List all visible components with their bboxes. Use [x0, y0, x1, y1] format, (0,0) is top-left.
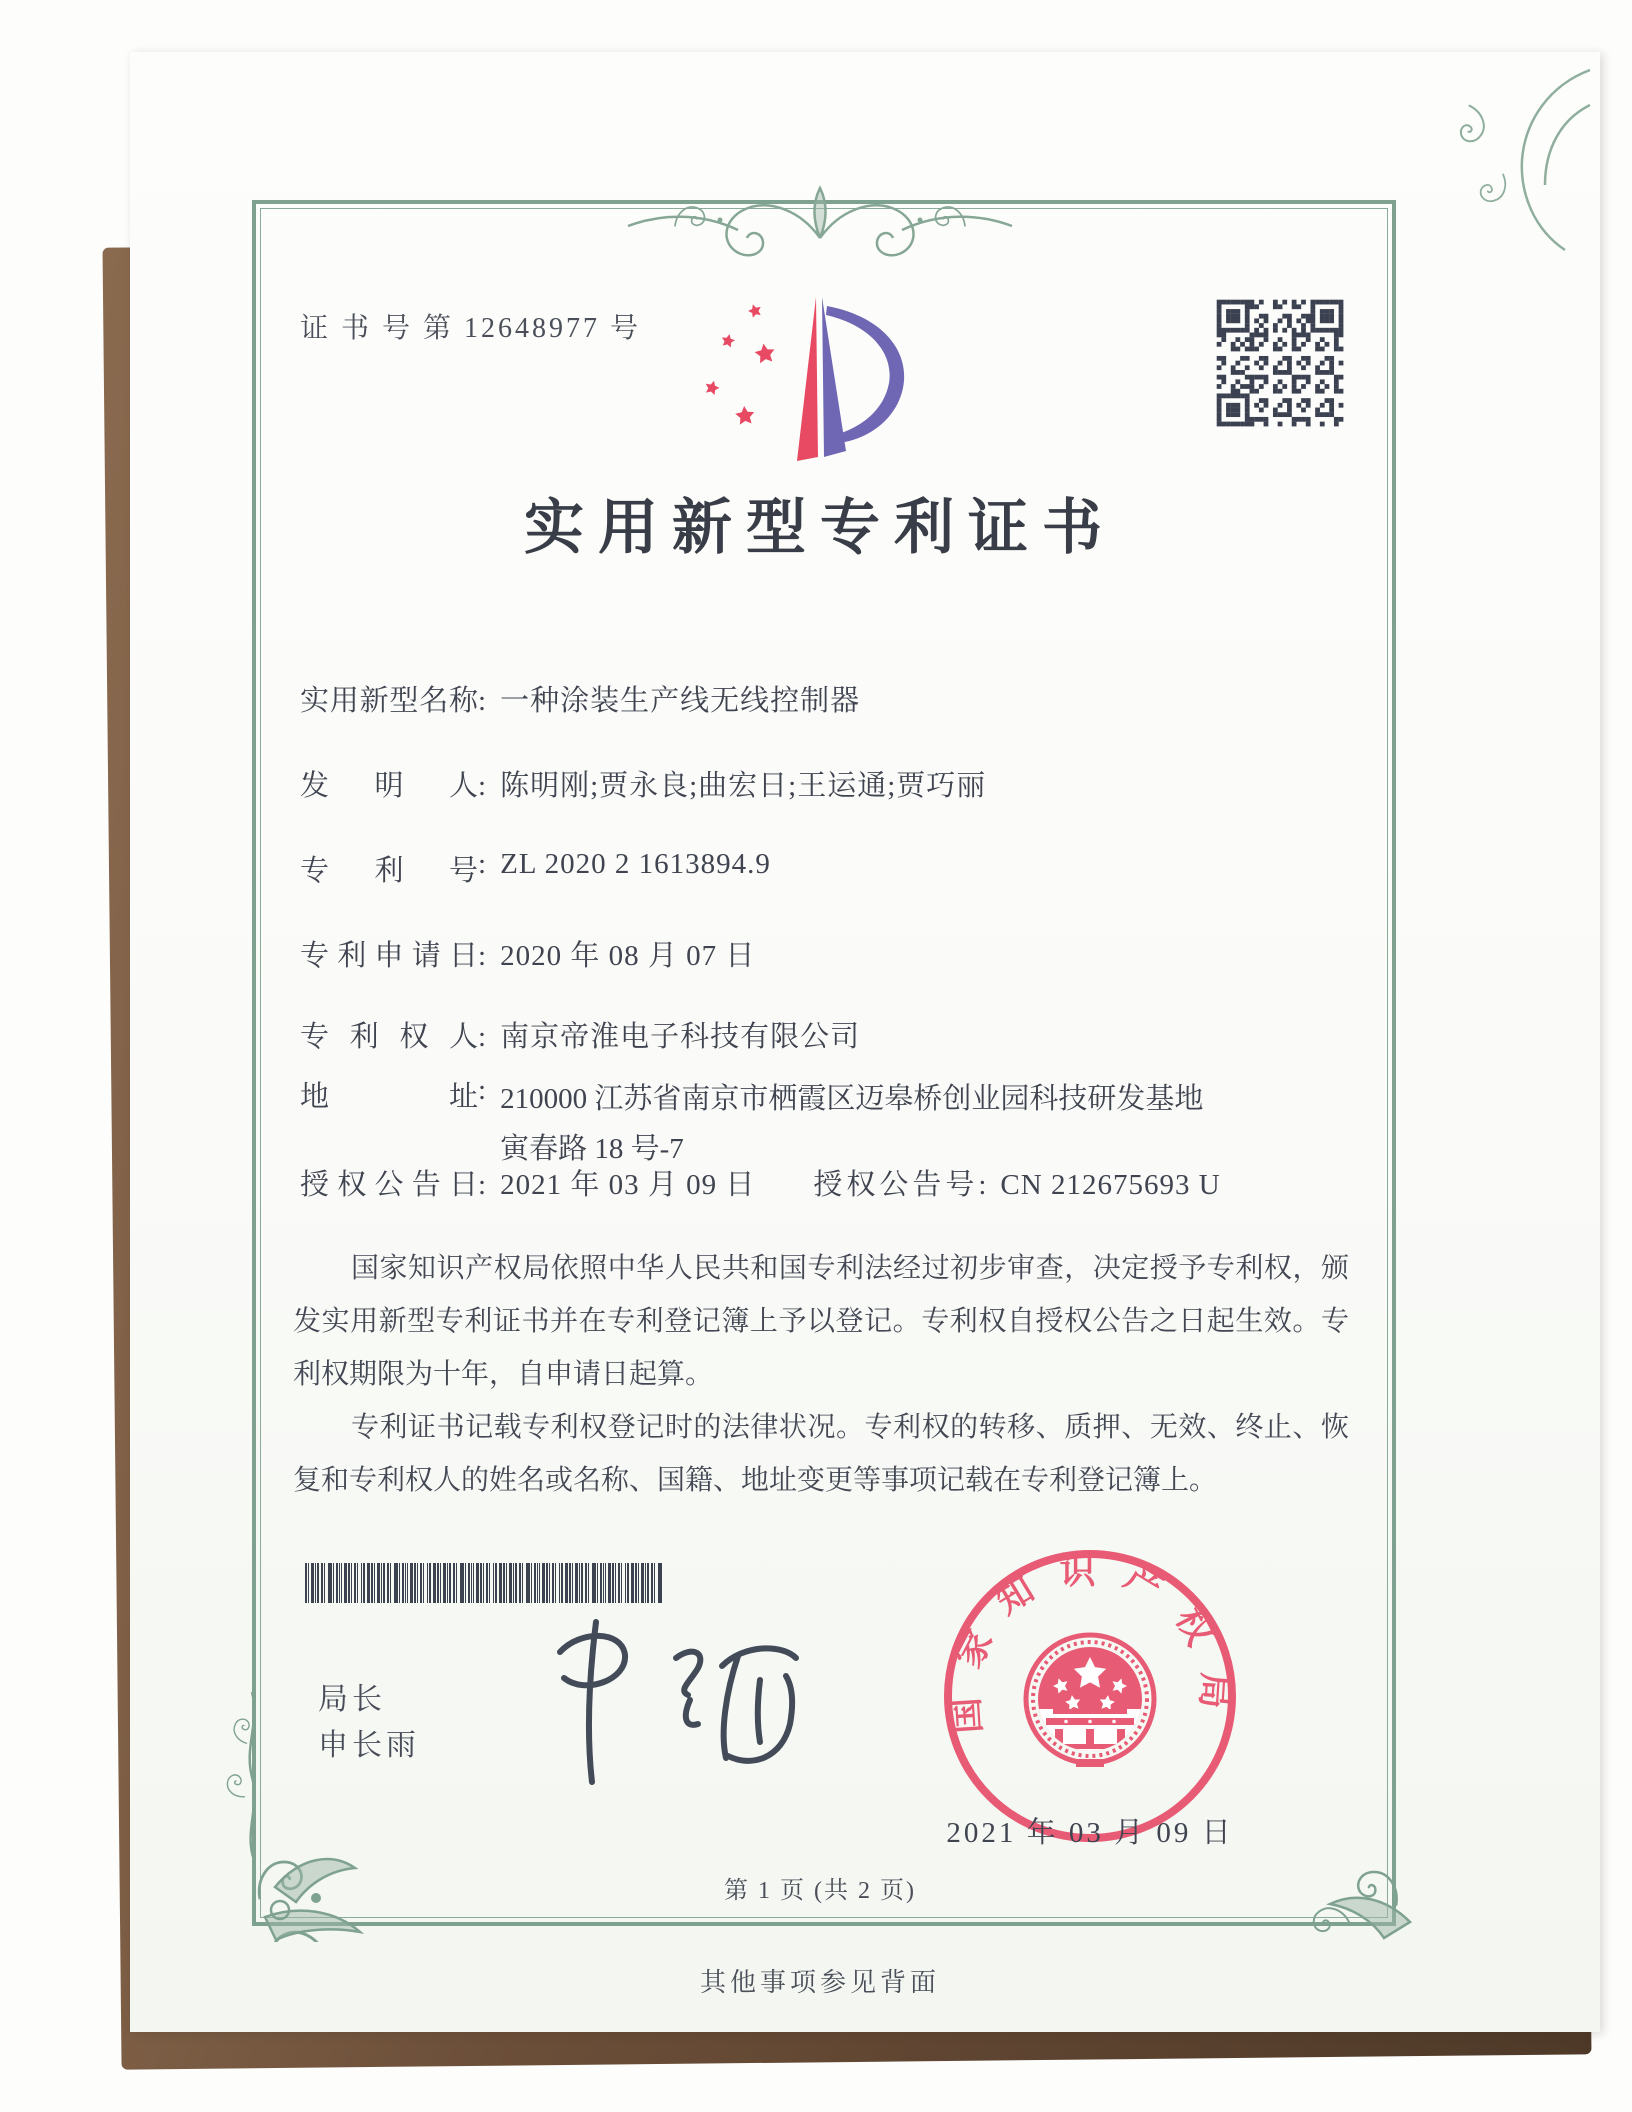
field-label: 授权公告日 [300, 1169, 478, 1201]
legal-paragraph-2: 专利证书记载专利权登记时的法律状况。专利权的转移、质押、无效、终止、恢复和专利权人的姓名或名称、国籍、地址变更等事项记载在专利登记簿上。 [293, 1412, 1349, 1496]
field-colon: : [478, 940, 487, 972]
field-colon: : [478, 685, 487, 717]
commissioner-name: 申长雨 [318, 1729, 420, 1762]
seal-ring-text: 国家知识产权局 [944, 1551, 1236, 1735]
field-value: 2020 年 08 月 07 日 [500, 940, 756, 972]
field-value [500, 1074, 1350, 1174]
barcode [305, 1563, 671, 1603]
field-colon: : [478, 1169, 487, 1201]
field-value: CN 212675693 U [1000, 1169, 1221, 1201]
field-patentee [300, 1014, 1360, 1055]
field-grant-number [813, 1169, 1220, 1201]
field-value: 陈明刚;贾永良;曲宏日;王运通;贾巧丽 [500, 770, 987, 802]
page-indicator: 第 1 页 (共 2 页) [724, 1878, 916, 1904]
field-colon: : [478, 1021, 487, 1053]
border-ornament-top-right-icon [1440, 60, 1600, 260]
legal-paragraph-1: 国家知识产权局依照中华人民共和国专利法经过初步审查，决定授予专利权，颁发实用新型专利证书并在专利登记簿上予以登记。专利权自授权公告之日起生效。专利权期限为十年，自申请日起算。 [293, 1253, 1349, 1390]
official-seal [940, 1546, 1240, 1846]
field-value: 一种涂装生产线无线控制器 [500, 685, 861, 717]
field-label: 专利权人 [300, 1021, 478, 1053]
field-grant-row [300, 1162, 1360, 1203]
field-filing-date [300, 933, 1360, 974]
qr-code [1212, 295, 1348, 431]
national-emblem-icon [1026, 1635, 1154, 1767]
legal-text [293, 1242, 1349, 1507]
certificate-title: 实用新型专利证书 [524, 495, 1116, 561]
director-signature [530, 1600, 820, 1810]
field-colon: : [478, 1074, 487, 1106]
field-address [300, 1074, 1360, 1174]
seal-date: 2021 年 03 月 09 日 [946, 1817, 1234, 1849]
field-label: 实用新型名称 [300, 685, 478, 717]
field-utility-model-name [300, 678, 1360, 719]
border-ornament-top-icon [620, 160, 1020, 310]
field-colon: : [478, 770, 487, 802]
field-value: ZL 2020 2 1613894.9 [500, 848, 771, 880]
field-colon: : [478, 848, 487, 880]
field-colon: : [978, 1169, 987, 1201]
commissioner-title: 局长 [318, 1683, 386, 1716]
field-value: 2021 年 03 月 09 日 [500, 1169, 756, 1201]
address-line-2: 寅春路 18 号-7 [500, 1133, 684, 1165]
field-inventors [300, 763, 1360, 804]
field-patent-number [300, 848, 1360, 889]
certificate-number: 证 书 号 第 12648977 号 [300, 313, 642, 344]
cnipa-logo-icon [700, 290, 930, 464]
border-ornament-bottom-right-icon [1280, 1842, 1420, 1972]
field-label: 发明人 [300, 770, 478, 802]
field-label: 授权公告号 [813, 1169, 979, 1201]
certificate-paper [130, 52, 1600, 2032]
field-value: 南京帝淮电子科技有限公司 [500, 1021, 861, 1053]
field-label: 专利申请日 [300, 940, 478, 972]
field-label: 专利号 [300, 855, 478, 887]
address-line-1: 210000 江苏省南京市栖霞区迈皋桥创业园科技研发基地 [500, 1083, 1204, 1115]
field-label: 地址 [300, 1081, 478, 1113]
back-side-note: 其他事项参见背面 [699, 1968, 940, 1997]
